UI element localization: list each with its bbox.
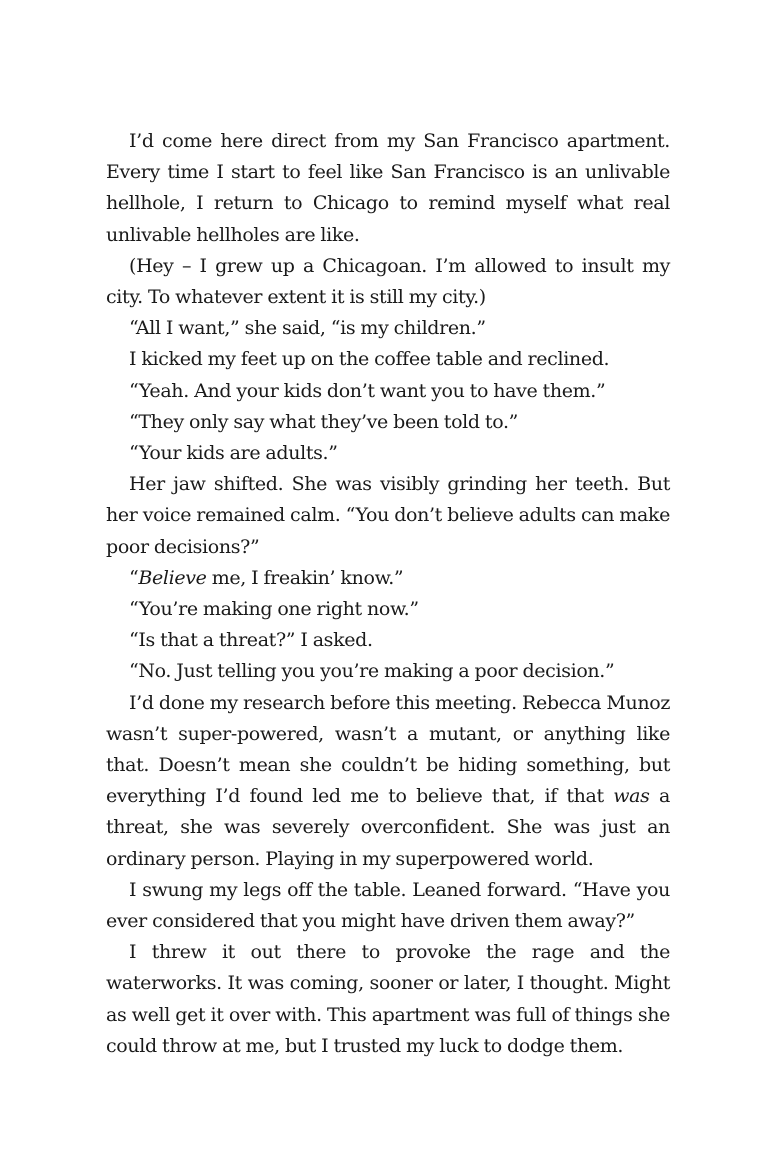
paragraph: “You’re making one right now.” — [129, 598, 419, 621]
text-run: “ — [129, 566, 139, 589]
paragraph: I kicked my feet up on the coffee table and reclined. — [129, 348, 610, 371]
book-page-text — [106, 126, 670, 1062]
text-run: a threat, she was severely overconfident. She was just an ordinary person. Playing in my superpowered world. — [106, 785, 671, 870]
paragraph: “Your kids are adults.” — [129, 442, 338, 465]
emphasized-text: was — [613, 785, 650, 808]
paragraph: “Is that a threat?” I asked. — [129, 629, 373, 652]
paragraph: Her jaw shifted. She was visibly grinding her teeth. But her voice remained calm. “You don’t believe adults can make poor decisions?” — [106, 473, 670, 558]
paragraph: I’d come here direct from my San Francisco apartment. Every time I start to feel like San Francisco is an unlivable hellhole, I return to Chicago to remind myself what real unlivable hellholes are like. — [106, 130, 670, 246]
paragraph: “They only say what they’ve been told to.” — [129, 410, 519, 433]
text-run: me, I freakin’ know.” — [206, 566, 404, 589]
paragraph — [106, 563, 670, 594]
paragraph: I swung my legs off the table. Leaned forward. “Have you ever considered that you might have driven them away?” — [106, 878, 670, 933]
paragraph: “No. Just telling you you’re making a poor decision.” — [129, 660, 615, 683]
paragraph — [106, 688, 670, 875]
paragraph: “All I want,” she said, “is my children.” — [129, 317, 486, 340]
text-run: I’d done my research before this meeting. Rebecca Munoz wasn’t super-powered, wasn’t a mutant, or anything like that. Doesn’t mean she couldn’t be hiding something, but everything I’d found led me to believe that, if that — [106, 691, 670, 808]
paragraph: (Hey – I grew up a Chicagoan. I’m allowed to insult my city. To whatever extent it is still my city.) — [106, 254, 670, 309]
emphasized-text: Believe — [138, 566, 207, 589]
paragraph: I threw it out there to provoke the rage and the waterworks. It was coming, sooner or later, I thought. Might as well get it over with. This apartment was full of things she could throw at me, but I trusted my luck to dodge them. — [106, 941, 670, 1057]
paragraph: “Yeah. And your kids don’t want you to have them.” — [129, 379, 606, 402]
